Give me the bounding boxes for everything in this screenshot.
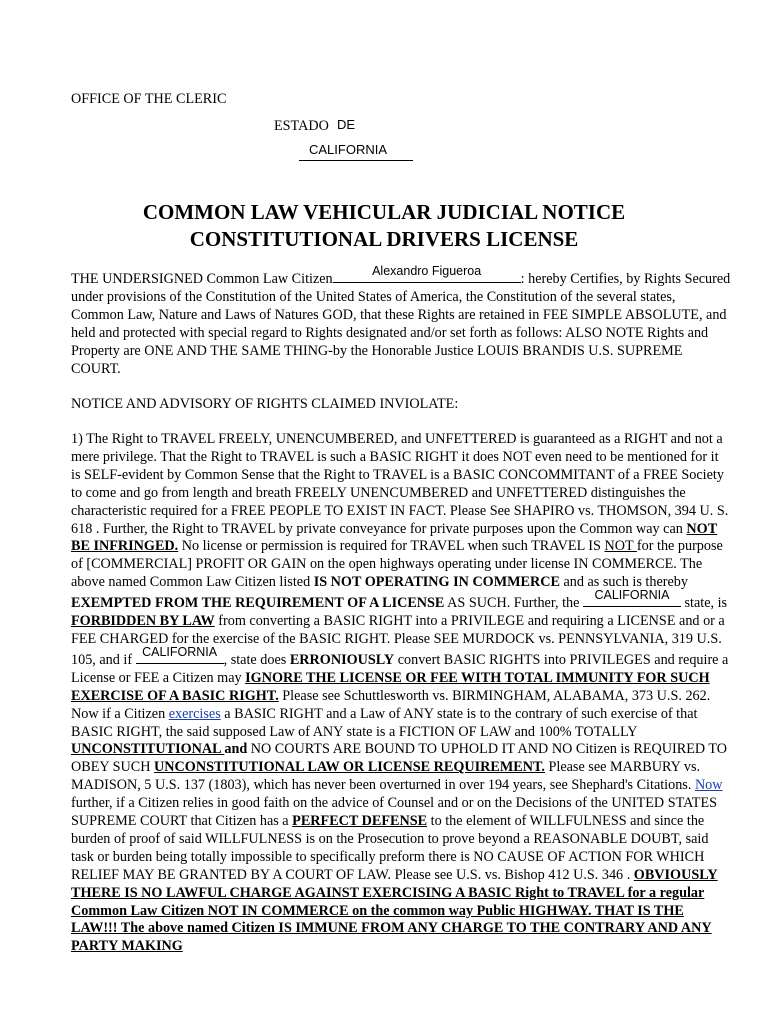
s1-text: further, if a Citizen relies in good faith on the advice of Counsel and or on the Decisions of the UNITED STATES SUPREME COURT that Citizen has a: [71, 795, 718, 830]
s1-text: NO COURTS ARE BOUND TO UPHOLD IT AND NO Citizen is REQUIRED TO OBEY SUCH: [71, 741, 728, 776]
exercises-link[interactable]: exercises: [168, 705, 221, 722]
s1-text: state, is: [680, 595, 728, 612]
estado-label: ESTADO: [274, 118, 329, 134]
s1-bold: and: [224, 741, 248, 758]
s1-text: to the element of WILLFULNESS and since the burden of proof of said WILLFULNESS is on the Prosecution to prove beyond a REASONABLE DOUBT, said task or burden being totally impossible to specifically preform there is NO CAUSE OF ACTION FOR WHICH RELIEF MAY BE GRANTED BY A COURT OF LAW. Please see U.S. vs. Bishop 412 U.S. 346 .: [71, 813, 709, 883]
intro-text-after-name: : hereby Certifies, by Rights Secured under provisions of the Constitution of the United States of America, the Constitution of the several states, Common Law, Nature and Laws of Natures GOD, that these Rights are retained in FEE SIMPLE ABSOLUTE, and held and protected with special regard to Rights designated and/or set forth as follows: ALSO NOTE Rights and Property are ONE AND THE SAME THING-by the Honorable Justice LOUIS BRANDIS U.S. SUPREME COURT.: [71, 271, 731, 377]
s1-bold: UNCONSTITUTIONAL LAW OR LICENSE REQUIREMENT.: [154, 759, 545, 776]
state-name-field-2[interactable]: [136, 644, 224, 664]
s1-bold: OBVIOUSLY THERE IS NO LAWFUL CHARGE AGAINST EXERCISING A BASIC Right to TRAVEL for a regular Common Law Citizen NOT IN COMMERCE on the common way Public HIGHWAY. THAT IS THE LAW!!! The above named Citizen IS IMMUNE FROM ANY CHARGE TO THE CONTRARY AND ANY PARTY MAKING: [71, 866, 718, 955]
citizen-name-value: Alexandro Figueroa: [372, 264, 482, 279]
s1-bold: PERFECT DEFENSE: [292, 813, 428, 830]
de-label: DE: [337, 117, 356, 132]
document-title-line1: COMMON LAW VEHICULAR JUDICIAL NOTICE: [142, 200, 626, 224]
s1-text: Please see Schuttlesworth vs. BIRMINGHAM, ALABAMA, 373 U.S. 262. Now if a Citizen: [71, 687, 711, 722]
s1-text: a BASIC RIGHT and a Law of ANY state is to the contrary of such exercise of that BASIC RIGHT, the said supposed Law of ANY state is a FICTION OF LAW and 100% TOTALLY: [71, 705, 698, 740]
s1-underline: NOT: [604, 538, 637, 555]
citizen-name-field[interactable]: [333, 264, 521, 283]
s1-bold: ERRONIOUSLY: [289, 651, 395, 668]
s1-text: and as such is thereby: [559, 574, 688, 591]
s1-bold: IS NOT OPERATING IN COMMERCE: [313, 574, 560, 591]
office-heading: OFFICE OF THE CLERIC: [71, 91, 227, 107]
s1-bold: NOT BE INFRINGED.: [71, 520, 718, 555]
document-title-line2: CONSTITUTIONAL DRIVERS LICENSE: [189, 227, 579, 251]
s1-text: 1) The Right to TRAVEL FREELY, UNENCUMBERED, and UNFETTERED is guaranteed as a RIGHT and not a mere privilege. That the Right to TRAVEL is such a BASIC RIGHT it does NOT even need to be mentioned for it is SELF-evident by Common Sense that the Right to TRAVEL is a BASIC CONCOMMITANT of a FREE Society to come and go from length and breath FREELY UNENCUMBERED and UNFETTERED distinguishes the characteristic required for a FREE PEOPLE TO EXIST IN FACT. Please See SHAPIRO vs. THOMSON, 394 U. S. 618 . Further, the Right to TRAVEL by private conveyance for private purposes upon the Common way can: [71, 431, 729, 537]
s1-text: convert BASIC RIGHTS into PRIVILEGES and require a License or FEE a Citizen may: [71, 651, 729, 686]
section-1-paragraph: [71, 431, 731, 956]
state-name-field-1[interactable]: [583, 588, 681, 607]
intro-text-before-name: THE UNDERSIGNED Common Law Citizen: [71, 271, 333, 287]
s1-text: from converting a BASIC RIGHT into a PRIVILEGE and requiring a LICENSE and or a FEE CHARGED for the exercise of the BASIC RIGHT. Please SEE MURDOCK vs. PENNSYLVANIA, 319 U.S. 105, and if: [71, 613, 725, 668]
notice-heading: NOTICE AND ADVISORY OF RIGHTS CLAIMED INVIOLATE:: [71, 396, 459, 412]
s1-bold: IGNORE THE LICENSE OR FEE WITH TOTAL IMMUNITY FOR SUCH EXERCISE OF A BASIC RIGHT.: [71, 669, 710, 704]
state-field-underline: [299, 160, 413, 161]
intro-paragraph: [71, 264, 731, 378]
s1-bold: UNCONSTITUTIONAL: [71, 741, 225, 758]
s1-bold: FORBIDDEN BY LAW: [71, 613, 215, 630]
s1-text: , state does: [223, 651, 290, 668]
s1-text: for the purpose of [COMMERCIAL] PROFIT OR GAIN on the open highways operating under license IN COMMERCE. The above named Common Law Citizen listed: [71, 538, 723, 591]
state-name-value-1: CALIFORNIA: [594, 588, 670, 603]
s1-text: AS SUCH. Further, the: [444, 595, 583, 612]
now-link[interactable]: Now: [694, 777, 723, 794]
state-field-value[interactable]: CALIFORNIA: [309, 142, 388, 157]
state-name-value-2: CALIFORNIA: [142, 644, 218, 659]
s1-text: Please see MARBURY vs. MADISON, 5 U.S. 137 (1803), which has never been overturned in over 194 years, see Shephard's Citations.: [71, 759, 701, 794]
s1-text: No license or permission is required for TRAVEL when such TRAVEL IS: [178, 538, 605, 555]
s1-bold: EXEMPTED FROM THE REQUIREMENT OF A LICENSE: [71, 595, 445, 612]
